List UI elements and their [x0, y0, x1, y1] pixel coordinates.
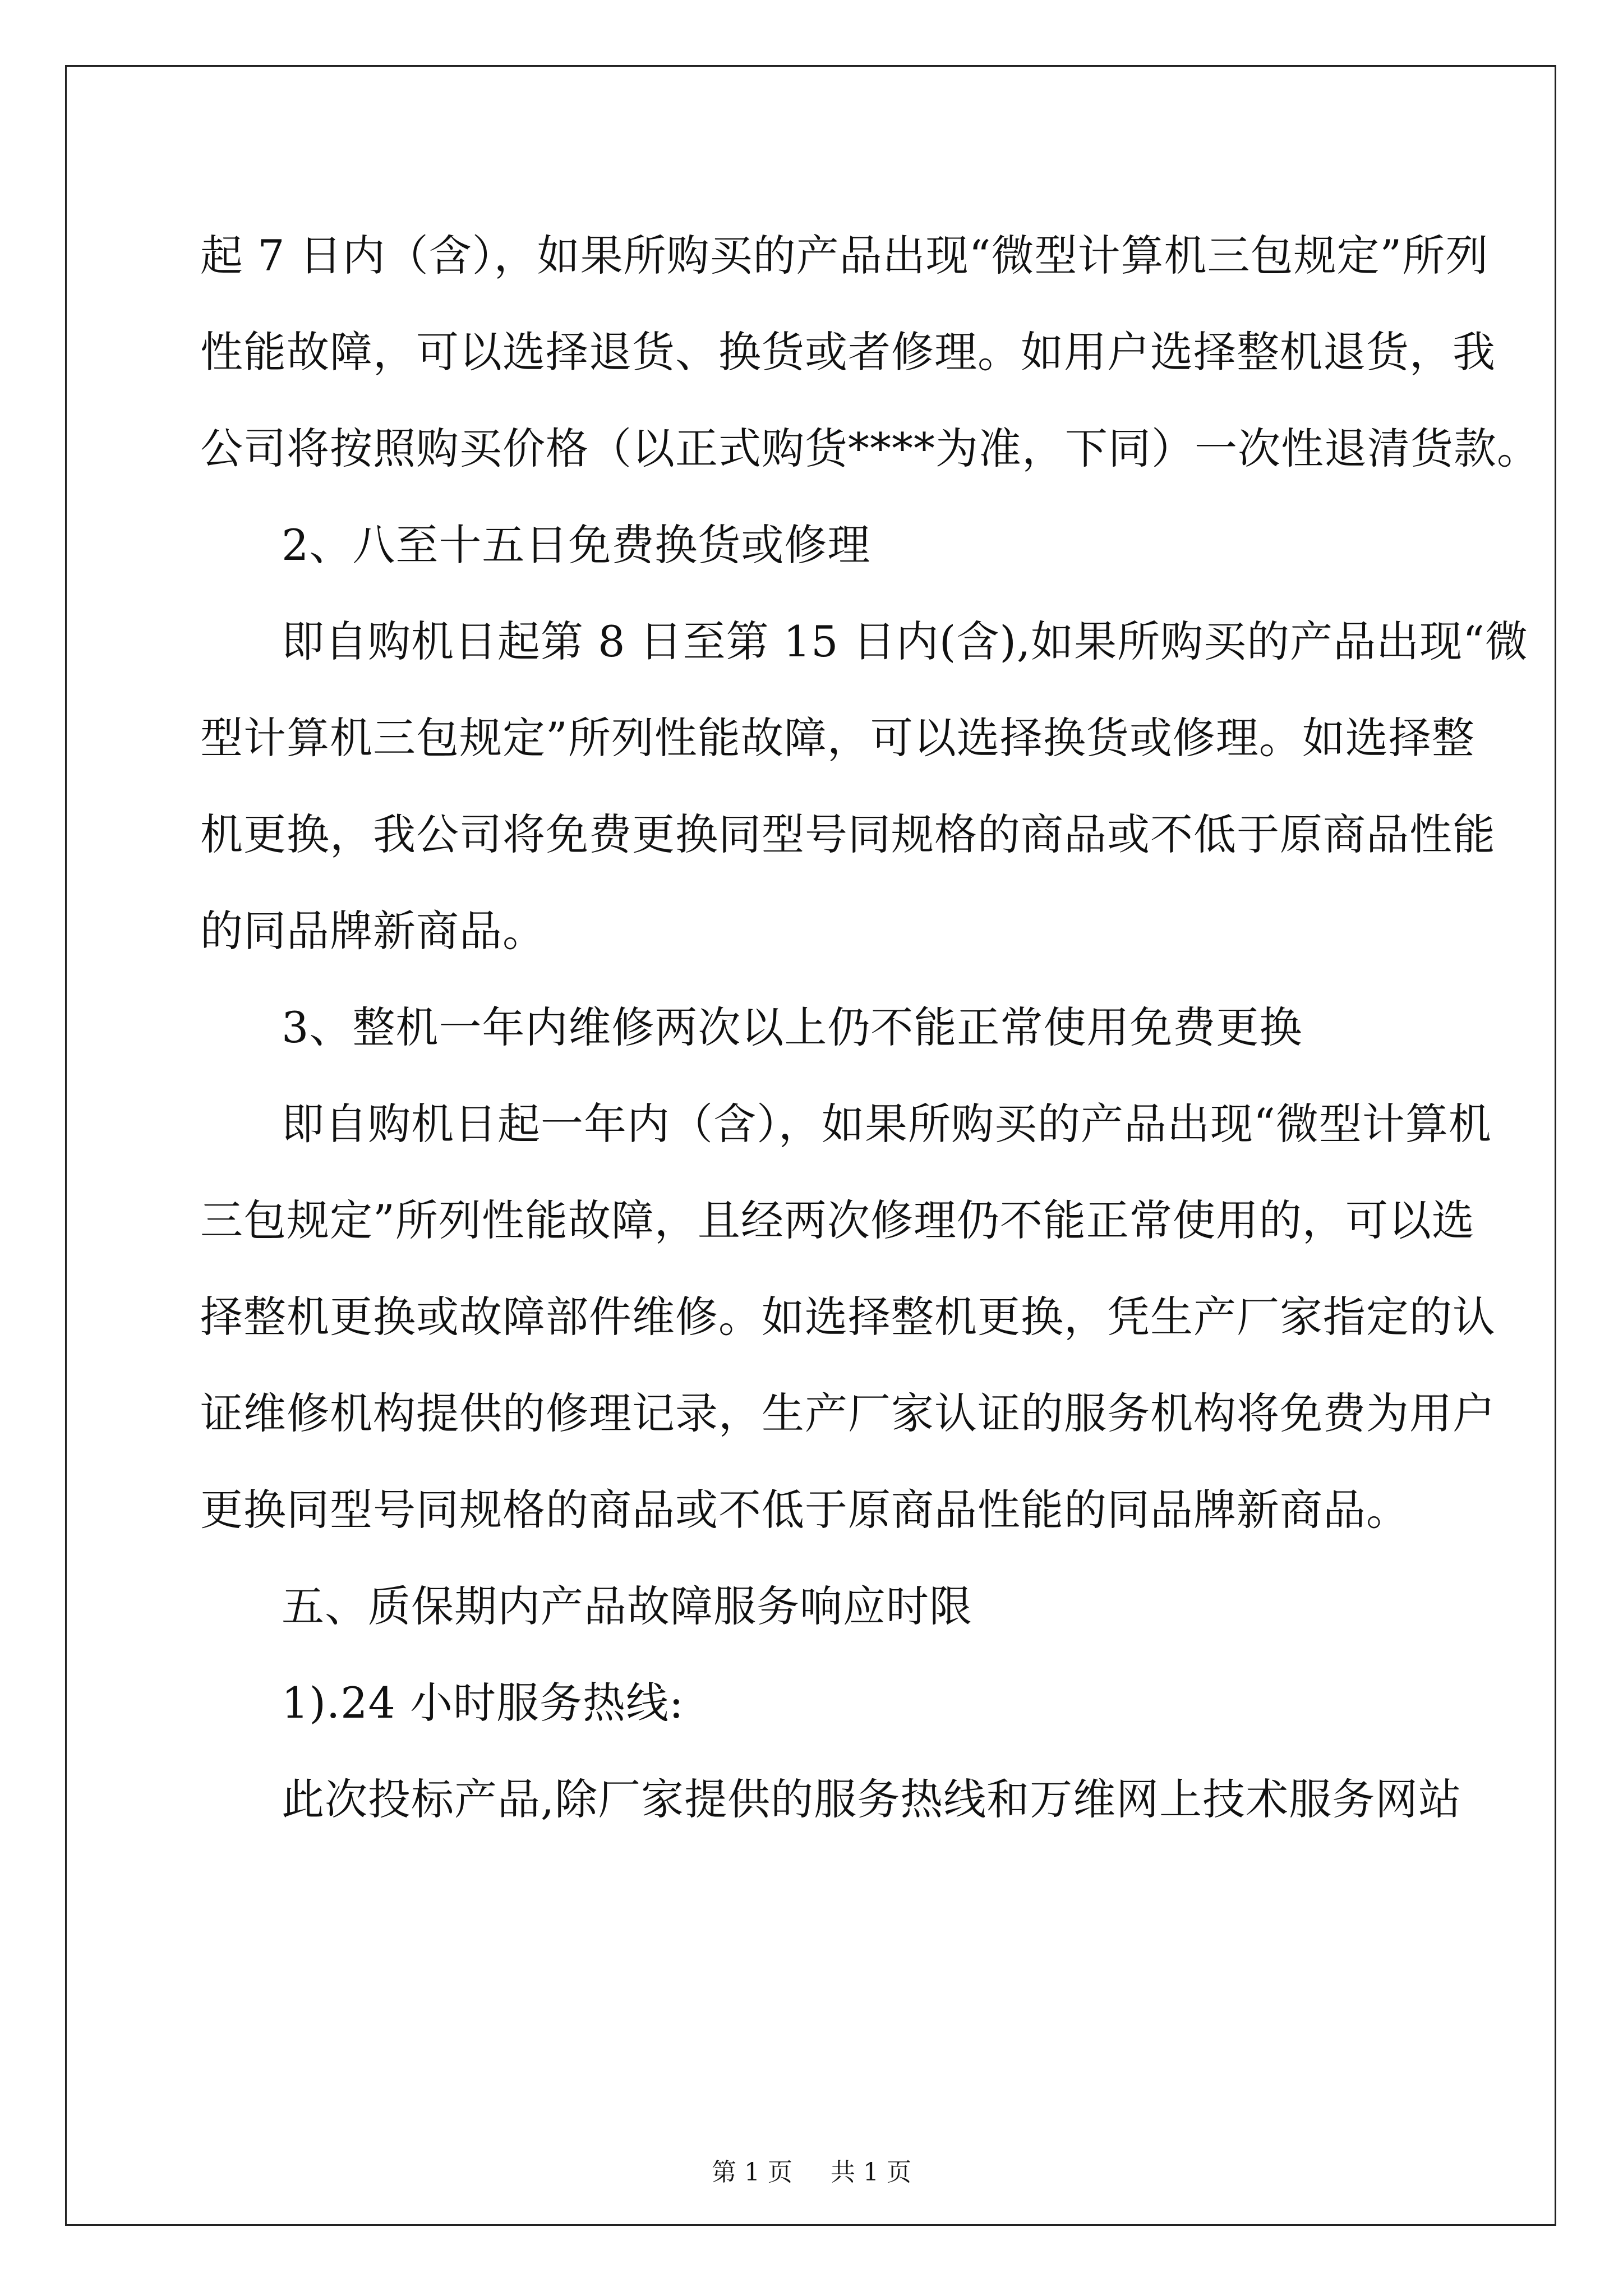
- page-number: 第 1 页: [712, 2158, 792, 2187]
- text-line-7: 机更换，我公司将免费更换同型号同规格的商品或不低于原商品性能: [200, 809, 1496, 859]
- page-footer: [0, 2156, 1623, 2189]
- text-line-11: 三包规定”所列性能故障，且经两次修理仍不能正常使用的，可以选: [200, 1195, 1475, 1245]
- text-line-13: 证维修机构提供的修理记录，生产厂家认证的服务机构将免费为用户: [200, 1388, 1496, 1438]
- section-heading-3: 3、整机一年内维修两次以上仍不能正常使用免费更换: [282, 1002, 1303, 1052]
- section-heading-5: 五、质保期内产品故障服务响应时限: [282, 1581, 972, 1631]
- subsection-heading-hotline: 1).24 小时服务热线:: [282, 1678, 684, 1728]
- text-line-6: 型计算机三包规定”所列性能故障，可以选择换货或修理。如选择整: [200, 713, 1475, 763]
- text-line-17: 此次投标产品,除厂家提供的服务热线和万维网上技术服务网站: [282, 1774, 1462, 1824]
- page-total: 共 1 页: [831, 2158, 911, 2187]
- document-body: [200, 208, 1540, 1848]
- text-line-12: 择整机更换或故障部件维修。如选择整机更换，凭生产厂家指定的认: [200, 1292, 1496, 1342]
- text-line-8: 的同品牌新商品。: [200, 906, 546, 956]
- text-line-3: 公司将按照购买价格（以正式购货****为准，下同）一次性退清货款。: [200, 424, 1540, 473]
- section-heading-2: 2、八至十五日免费换货或修理: [282, 520, 871, 570]
- text-line-10: 即自购机日起一年内（含），如果所购买的产品出现“微型计算机: [282, 1099, 1492, 1149]
- text-line-1: 起 7 日内（含），如果所购买的产品出现“微型计算机三包规定”所列: [200, 231, 1489, 280]
- text-line-14: 更换同型号同规格的商品或不低于原商品性能的同品牌新商品。: [200, 1485, 1409, 1535]
- text-line-5: 即自购机日起第 8 日至第 15 日内(含),如果所购买的产品出现“微: [282, 616, 1529, 666]
- text-line-2: 性能故障，可以选择退货、换货或者修理。如用户选择整机退货，我: [200, 327, 1496, 377]
